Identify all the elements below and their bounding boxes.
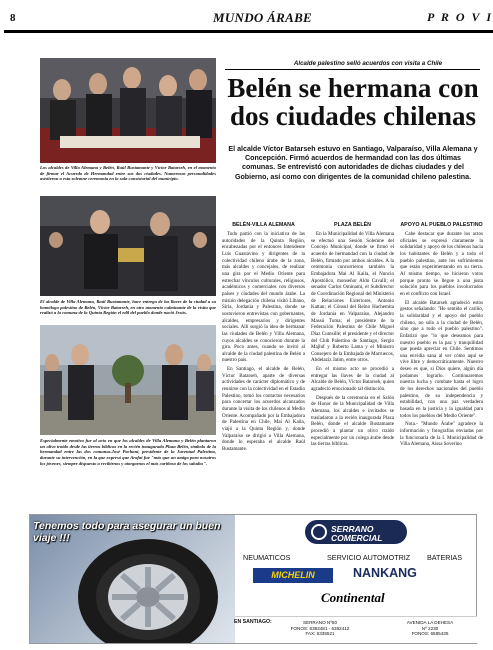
article-column-2 xyxy=(311,222,394,450)
column2-paragraph: En la Municipalidad de Villa Alemana se efectuó una Sesión Solemne del Concejo Municipal, donde se firmó el acuerdo de hermandad con la ciudad de Belén, firmado por ambos alcaldes. A la ceremonia concurrieron también la Embajadora Mai Al Kaila, el Nuncio Apostólico, monseñor Aldo Cavalli; el senador Carlos Ominami, el Subdirector de Coordinación Regional del Ministerio de Relaciones Exteriores, Antonio Kattan; el Cónsul del Reino Hachemita de Jordania en Valparaíso, Alejandro Massú Tuma; el presidente de la Federación Palestina de Chile Miguel Díaz Cumsille; el presidente y el director del Club Palestino de Santiago, Sergio Majluf y Roberto Lama y el Ministro Consejero de la Embajada de Marruecos, Abdelaziz Jatim, entre otros. xyxy=(311,231,394,364)
kicker-rule xyxy=(225,69,480,70)
serrano-logo-icon xyxy=(311,524,327,540)
branch-phones: FONOS: 6393481 - 6382412 xyxy=(290,625,350,631)
article-column-3 xyxy=(400,222,483,450)
service-item: NEUMATICOS xyxy=(243,553,291,562)
michelin-logo: MICHELIN xyxy=(253,568,333,583)
section-title: MUNDO ÁRABE xyxy=(213,10,313,25)
city-label: EN SANTIAGO: xyxy=(234,619,272,625)
branch-name: SERRANO Nº50 xyxy=(302,620,338,625)
column3-note: Nota.- "Mundo Árabe" agradece la información y fotografías enviadas por la funcionaria de la I. Municipalidad de Villa Alemana, Aissa Soverino xyxy=(400,421,483,448)
article-deck: El alcalde Víctor Batarseh estuvo en Santiago, Valparaíso, Villa Alemana y Concepción. Firmó acuerdos de hermandad con las dos últimas comunas. Se entrevistó con autoridades de dichas ciudades y del Gobierno, así como con dirigentes de la comunidad chileno palestina. xyxy=(228,145,478,181)
ad-info-panel xyxy=(235,515,477,643)
column3-paragraph: El alcalde Batarseh agradeció estos gestos señalando: "He sentido el cariño, la solidaridad y el apoyo del pueblo chileno, no sólo a la ciudad de Belén, sino que a todo el pueblo palestino". Enfatizó que "lo que deseamos para nuestro pueblo es la paz y tranquilidad que pueda apreciar en Chile. Sentimos una envidia sana al ver cómo aquí se vive libre y democráticamente. Nuestro deseo es que, si Dios quiere, algún día podamos lograrlo. Continuaremos nuestra lucha y combate hasta el logro de los derechos nacionales del pueblo palestino, de su independencia y estabilidad, con una paz verdadera basada en la justicia y la igualdad para todos los pueblos del Medio Oriente". xyxy=(400,299,483,419)
ad-contact xyxy=(235,616,477,643)
section-right-title: P R O V I xyxy=(426,10,493,24)
page-header xyxy=(0,0,493,34)
branch-phones: FONOS: 6585435 xyxy=(411,631,449,637)
column1-paragraph: Todo partió con la iniciativa de las autoridades de la Quinta Región, encabezadas por el entonces Intendente Luis Guastavino y dirigentes de la colectividad chileno árabe de la zona, más alcaldes y concejales, de realizar una gira por el Medio Oriente para estrechar vínculos culturales, religiosos, académicos y comerciales con diversos países y ciudades del mundo árabe. La misión delegación chilena visitó Líbano, Siria, Jordania y Palestina, donde se sostuvieron entrevistas con gobernantes, alcaldes, empresarios y dirigentes sociales. Allí surgió la idea de hermanar las ciudades de Belén y Villa Alemana, cuyos alcaldes se conocieron durante la gira. Poco antes, cuando se invitó al alcalde de la ciudad palestina de Belén a nuestro país. xyxy=(222,231,305,364)
continental-logo: Continental xyxy=(321,590,385,605)
branch-name: AVENIDA LA DEHESA xyxy=(406,620,454,625)
photo3-caption: Especialmente emotivo fue al acto en que los alcaldes de Villa Alemana y Belén plantaron un olivo traído desde las tierras bíblicas en la recién inaugurada Plaza Belén, símbolo de la hermandad entre las dos comunas.José Pachani, presidente de la Juventud Palestina, durante su intervención, en la que expresó que Arafat fue "más que un amigo para nosotros los jóvenes, siempre dispuesto a recibirnos y otorgarnos el más cariñoso de los saludos". xyxy=(40,438,216,466)
column2-heading: PLAZA BELÉN xyxy=(334,222,371,228)
photo-signing-ceremony xyxy=(40,58,216,163)
column2-paragraph: Después de la ceremonia en el Salón de Honor de la Municipalidad de Villa Alemana, los alcaldes e invitados se trasladaron a la recién inaugurada Plaza Belén, donde el alcalde Bustamante procedió a plantar un olivo traído especialmente por un colega árabe desde las tierras bíblicas. xyxy=(311,394,394,448)
article-column-1 xyxy=(222,222,305,455)
brand-line-1: SERRANO xyxy=(331,524,374,534)
article-headline: Belén se hermana con dos ciudades chilenas xyxy=(227,73,479,132)
ad-tire-photo xyxy=(30,515,235,643)
header-rule xyxy=(4,30,493,33)
column1-paragraph: En Santiago, el alcalde de Belén, Víctor Batarseh, aparte de diversas actividades de carácter diplomático y de reunirse con la colectividad en el Estadio Palestino, tomó los contactos necesarios para concertar los acuerdos alcanzados durante la visita de los chilenos al Medio Oriente. Acompañado por la Embajadora de Palestina en Chile, Mai Al Kaila, viajó a la Quinta Región y, donde Valparaíso se dirigió a Villa Alemana, donde lo esperaba el alcalde Raúl Bustamante. xyxy=(222,366,305,452)
services-row xyxy=(235,551,477,565)
photo1-caption: Los alcaldes de Villa Alemana y Belén, Raúl Bustamante y Víctor Batarseh, en el momento de firmar el Acuerdo de Hermandad entre sus dos ciudades. Numerosas personalidades asistieron a esta solemne ceremonia en la sala consistorial del municipio. xyxy=(40,165,216,182)
photo-olive-planting xyxy=(40,325,216,435)
column3-heading: APOYO AL PUEBLO PALESTINO xyxy=(400,222,483,228)
nankang-logo: NANKANG xyxy=(353,566,417,580)
tire-brands xyxy=(235,565,477,615)
serrano-comercial-ad xyxy=(29,514,477,644)
branch-la-dehesa xyxy=(395,620,465,637)
ad-slogan: Tenemos todo para asegurar un buen viaje !!! xyxy=(33,520,221,544)
column2-paragraph: En el mismo acto se procedió a entregar las llaves de la ciudad al Alcalde de Belén, Víctor Batarseh, quien agradeció emocionado tal distinción. xyxy=(311,366,394,393)
brand-line-2: COMERCIAL xyxy=(331,533,383,543)
service-item: BATERIAS xyxy=(427,553,463,562)
branch-serrano xyxy=(285,620,355,637)
column3-paragraph: Cabe destacar que durante los actos oficiales se expresó claramente la solidaridad y apoyo de los chilenos hacia los habitantes de Belén y a todo el pueblo palestino, ante los sufrimientos que están experimentando en su tierra. Al mismo tiempo, se hicieron votos porque pronto se llegue a una justa solución para los pueblos involucrados en el conflicto con Israel. xyxy=(400,231,483,297)
service-item: SERVICIO AUTOMOTRIZ xyxy=(327,553,411,562)
serrano-logo xyxy=(305,520,407,544)
photo2-caption: El alcalde de Villa Alemana, Raúl Bustamante, hace entrega de las llaves de la ciudad a su homólogo palestino de Belén, Víctor Batarseh, en otro momento culminante de la visita que realizó a la comuna de la Quinta Región el edil del pueblo donde nació Jesús. xyxy=(40,299,216,316)
article-kicker: Alcalde palestino selló acuerdos con visita a Chile xyxy=(293,60,443,67)
page-number: 8 xyxy=(10,12,16,24)
branch-number: Nº 2230 xyxy=(421,625,439,631)
column1-heading: BELÉN-VILLA ALEMANA xyxy=(232,222,295,228)
branch-fax: FAX: 6335521 xyxy=(305,631,335,637)
photo-keys-handover xyxy=(40,196,216,296)
